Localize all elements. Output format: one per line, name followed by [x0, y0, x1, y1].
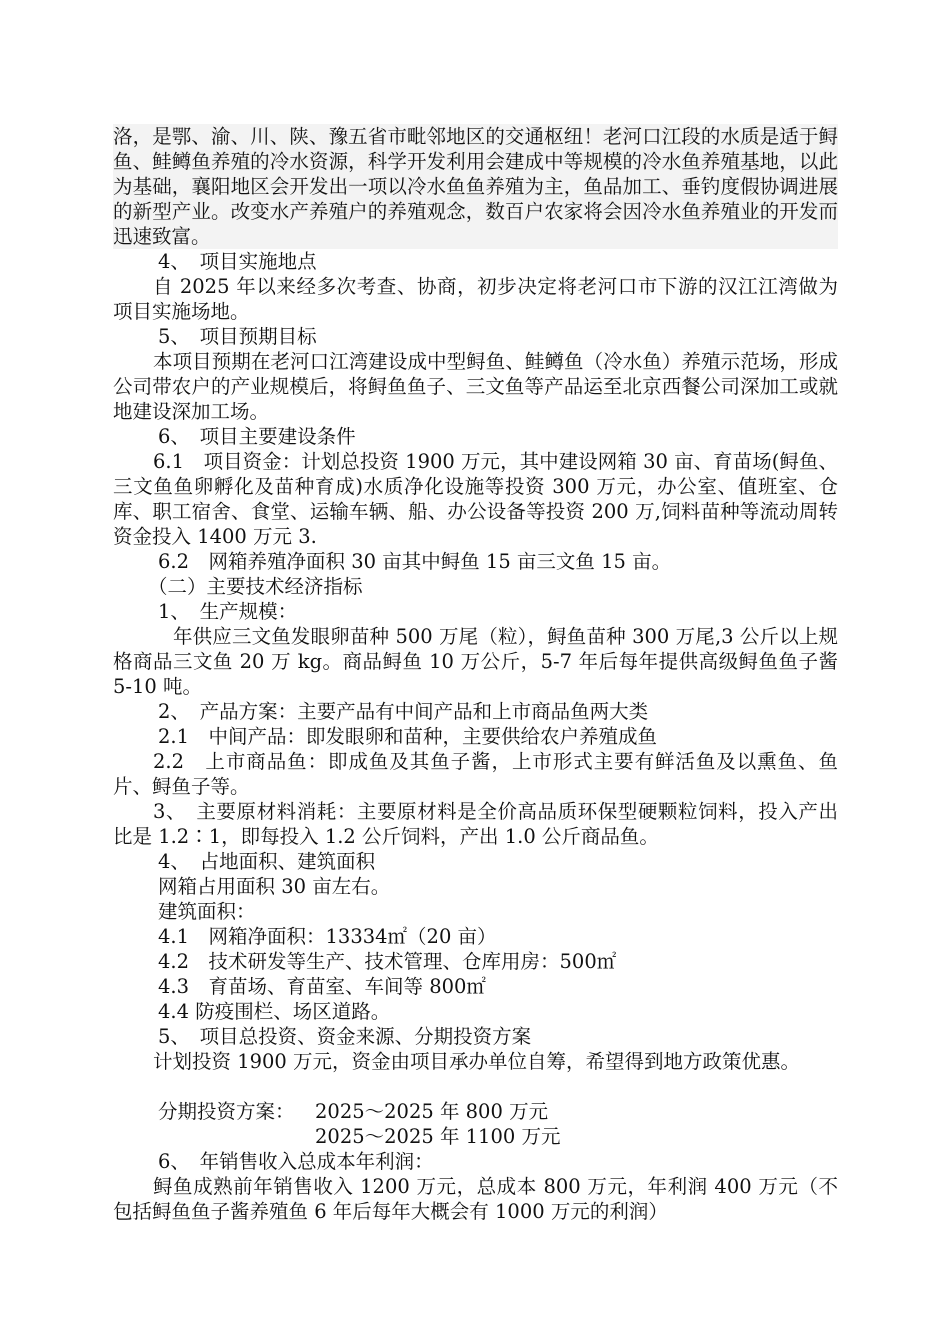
tech-4-2-item: 4.2 技术研发等生产、技术管理、仓库用房：500㎡	[158, 950, 617, 973]
tech-4-3-item: 4.3 育苗场、育苗室、车间等 800㎡	[158, 975, 486, 998]
tech-5-plan-phase-1: 2025～2025 年 800 万元	[315, 1100, 549, 1123]
tech-4-4-item: 4.4 防疫围栏、场区道路。	[158, 1000, 391, 1023]
tech-3-paragraph: 3、 主要原材料消耗：主要原材料是全价高品质环保型硬颗粒饲料，投入产出比是 1.2∶1，即每投入 1.2 公斤饲料，产出 1.0 公斤商品鱼。	[113, 800, 838, 848]
tech-4-1-item: 4.1 网箱净面积：13334㎡（20 亩）	[158, 925, 497, 948]
tech-2-heading: 2、 产品方案：主要产品有中间产品和上市商品鱼两大类	[158, 700, 649, 723]
intro-paragraph: 洛，是鄂、渝、川、陕、豫五省市毗邻地区的交通枢纽！老河口江段的水质是适于鲟鱼、鲑鳟鱼养殖的冷水资源，科学开发利用会建成中等规模的冷水鱼养殖基地，以此为基础，襄阳地区会开发出一项以冷水鱼鱼养殖为主，鱼品加工、垂钓度假协调进展的新型产业。改变水产养殖户的养殖观念，数百户农家将会因冷水鱼养殖业的开发而迅速致富。	[113, 125, 838, 248]
section-6-1-paragraph: 6.1 项目资金：计划总投资 1900 万元，其中建设网箱 30 亩、育苗场(鲟鱼、三文鱼鱼卵孵化及苗种育成)水质净化设施等投资 300 万元，办公室、值班室、仓库、职工宿舍、食堂、运输车辆、船、办公设备等投资 200 万,饲料苗种等流动周转资金投入 1400 万元 3.	[113, 450, 838, 548]
tech-1-heading: 1、 生产规模：	[158, 600, 298, 623]
tech-4-heading: 4、 占地面积、建筑面积	[158, 850, 376, 873]
tech-4-building-area-label: 建筑面积：	[158, 900, 256, 923]
part-2-heading: （二）主要技术经济指标	[148, 575, 363, 598]
section-6-heading: 6、 项目主要建设条件	[158, 425, 356, 448]
tech-2-2-paragraph: 2.2 上市商品鱼：即成鱼及其鱼子酱，上市形式主要有鲜活鱼及以熏鱼、鱼片、鲟鱼子等。	[113, 750, 838, 798]
tech-4-cage-area: 网箱占用面积 30 亩左右。	[158, 875, 391, 898]
tech-6-paragraph: 鲟鱼成熟前年销售收入 1200 万元，总成本 800 万元，年利润 400 万元（不包括鲟鱼鱼子酱养殖鱼 6 年后每年大概会有 1000 万元的利润）	[113, 1175, 838, 1223]
tech-5-plan-phase-2: 2025～2025 年 1100 万元	[315, 1125, 561, 1148]
tech-5-heading: 5、 项目总投资、资金来源、分期投资方案	[158, 1025, 532, 1048]
tech-5-plan-label: 分期投资方案：	[158, 1100, 295, 1123]
tech-2-1-paragraph: 2.1 中间产品：即发眼卵和苗种，主要供给农户养殖成鱼	[158, 725, 658, 748]
tech-5-paragraph: 计划投资 1900 万元，资金由项目承办单位自筹，希望得到地方政策优惠。	[153, 1050, 801, 1073]
tech-1-paragraph: 年供应三文鱼发眼卵苗种 500 万尾（粒），鲟鱼苗种 300 万尾,3 公斤以上规格商品三文鱼 20 万 kg。商品鲟鱼 10 万公斤，5-7 年后每年提供高级鲟鱼鱼子酱 5-10 吨。	[113, 625, 838, 698]
section-4-paragraph: 自 2025 年以来经多次考查、协商，初步决定将老河口市下游的汉江江湾做为项目实施场地。	[113, 275, 838, 323]
tech-6-heading: 6、 年销售收入总成本年利润：	[158, 1150, 434, 1173]
section-5-paragraph: 本项目预期在老河口江湾建设成中型鲟鱼、鲑鳟鱼（冷水鱼）养殖示范场，形成公司带农户的产业规模后，将鲟鱼鱼子、三文鱼等产品运至北京西餐公司深加工或就地建设深加工场。	[113, 350, 838, 423]
section-4-heading: 4、 项目实施地点	[158, 250, 317, 273]
section-5-heading: 5、 项目预期目标	[158, 325, 317, 348]
section-6-2-paragraph: 6.2 网箱养殖净面积 30 亩其中鲟鱼 15 亩三文鱼 15 亩。	[158, 550, 672, 573]
